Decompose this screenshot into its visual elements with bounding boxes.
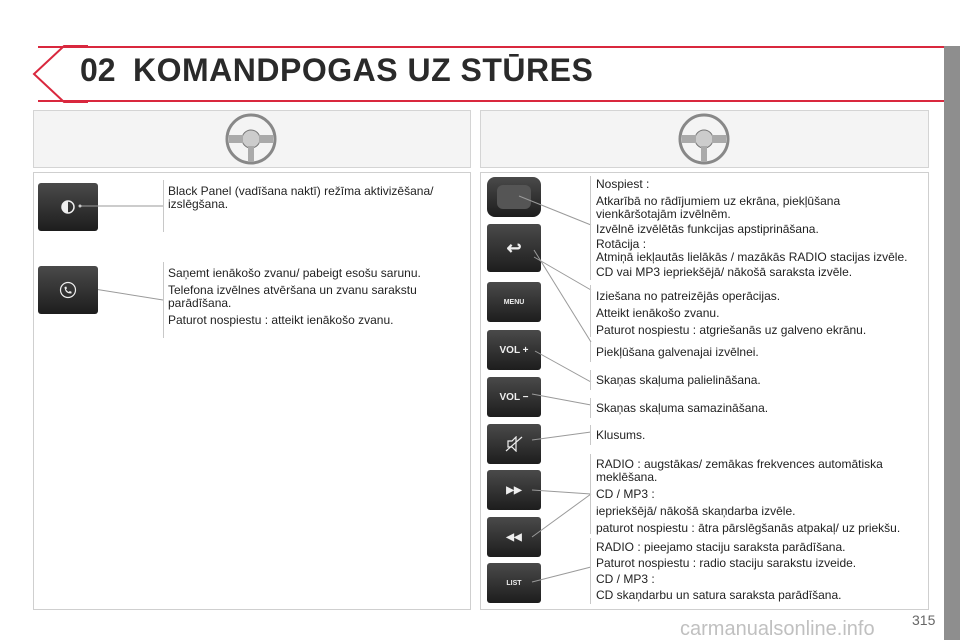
text-line: Paturot nospiestu : atgriešanās uz galveno ekrānu. bbox=[596, 323, 867, 337]
text-line: CD / MP3 : bbox=[596, 572, 655, 586]
text-line: Atkarībā no rādījumiem uz ekrāna, piekļūšana vienkāršotajām izvēlnēm. bbox=[596, 194, 841, 221]
back-arrow-icon: ↩ bbox=[506, 237, 522, 258]
vol-minus-text bbox=[596, 402, 924, 419]
list-button-icon: LIST bbox=[506, 579, 522, 587]
text-line: Saņemt ienākošo zvanu/ pabeigt esošu sarunu. bbox=[168, 266, 421, 280]
text-line: Paturot nospiestu : radio staciju sarakstu izveide. bbox=[596, 556, 857, 570]
divider bbox=[590, 285, 591, 337]
text-line: CD / MP3 : bbox=[596, 487, 655, 501]
divider bbox=[590, 454, 591, 534]
vol-minus-icon: VOL − bbox=[499, 391, 529, 403]
watermark: carmanualsonline.info bbox=[680, 618, 875, 640]
list-text bbox=[596, 541, 924, 602]
divider bbox=[590, 370, 591, 390]
back-text bbox=[596, 290, 924, 341]
text-line: Skaņas skaļuma samazināšana. bbox=[596, 401, 769, 415]
vol-plus-icon: VOL + bbox=[499, 344, 529, 356]
text-line: Atmiņā iekļautās lielākās / mazākās RADIO stacijas izvēle. bbox=[596, 250, 908, 264]
text-line: iepriekšējā/ nākošā skaņdarba izvēle. bbox=[596, 504, 796, 518]
menu-button-icon: MENU bbox=[503, 298, 525, 306]
rotary-knob-text bbox=[596, 178, 924, 283]
text-line: Izvēlnē izvēlētās funkcijas apstiprināšana. bbox=[596, 222, 819, 236]
text-line: Black Panel (vadīšana naktī) režīma aktivizēšana/ izslēgšana. bbox=[168, 184, 434, 211]
divider bbox=[590, 425, 591, 445]
vol-plus-text bbox=[596, 374, 924, 391]
menu-text bbox=[596, 346, 924, 363]
text-line: Piekļūšana galvenajai izvēlnei. bbox=[596, 345, 759, 359]
text-line: Iziešana no patreizējās operācijas. bbox=[596, 289, 781, 303]
text-line: paturot nospiestu : ātra pārslēgšanās atpakaļ/ uz priekšu. bbox=[596, 521, 901, 535]
chapter-number: 02 bbox=[80, 52, 116, 88]
text-line: CD vai MP3 iepriekšējā/ nākošā saraksta izvēle. bbox=[596, 265, 853, 279]
text-line: Klusums. bbox=[596, 428, 646, 442]
divider bbox=[590, 176, 591, 280]
text-line: Nospiest : bbox=[596, 177, 650, 191]
text-line: Paturot nospiestu : atteikt ienākošo zvanu. bbox=[168, 313, 394, 327]
seek-text bbox=[596, 458, 926, 539]
divider bbox=[590, 538, 591, 604]
text-line: CD skaņdarbu un satura saraksta parādīšana. bbox=[596, 588, 842, 602]
page-number: 315 bbox=[912, 612, 936, 628]
text-line: Skaņas skaļuma palielināšana. bbox=[596, 373, 761, 387]
mute-text bbox=[596, 429, 924, 446]
rewind-icon: ◀◀ bbox=[506, 531, 522, 543]
page-title: KOMANDPOGAS UZ STŪRES bbox=[133, 52, 594, 88]
divider bbox=[590, 398, 591, 418]
fast-forward-icon: ▶▶ bbox=[506, 484, 522, 496]
text-line: Atteikt ienākošo zvanu. bbox=[596, 306, 720, 320]
divider bbox=[590, 342, 591, 362]
text-line: RADIO : augstākas/ zemākas frekvences automātiska meklēšana. bbox=[596, 457, 883, 484]
text-line: RADIO : pieejamo staciju saraksta parādīšana. bbox=[596, 540, 846, 554]
text-line: Rotācija : bbox=[596, 237, 647, 251]
text-line: Telefona izvēlnes atvēršana un zvanu sarakstu parādīšana. bbox=[168, 283, 417, 310]
